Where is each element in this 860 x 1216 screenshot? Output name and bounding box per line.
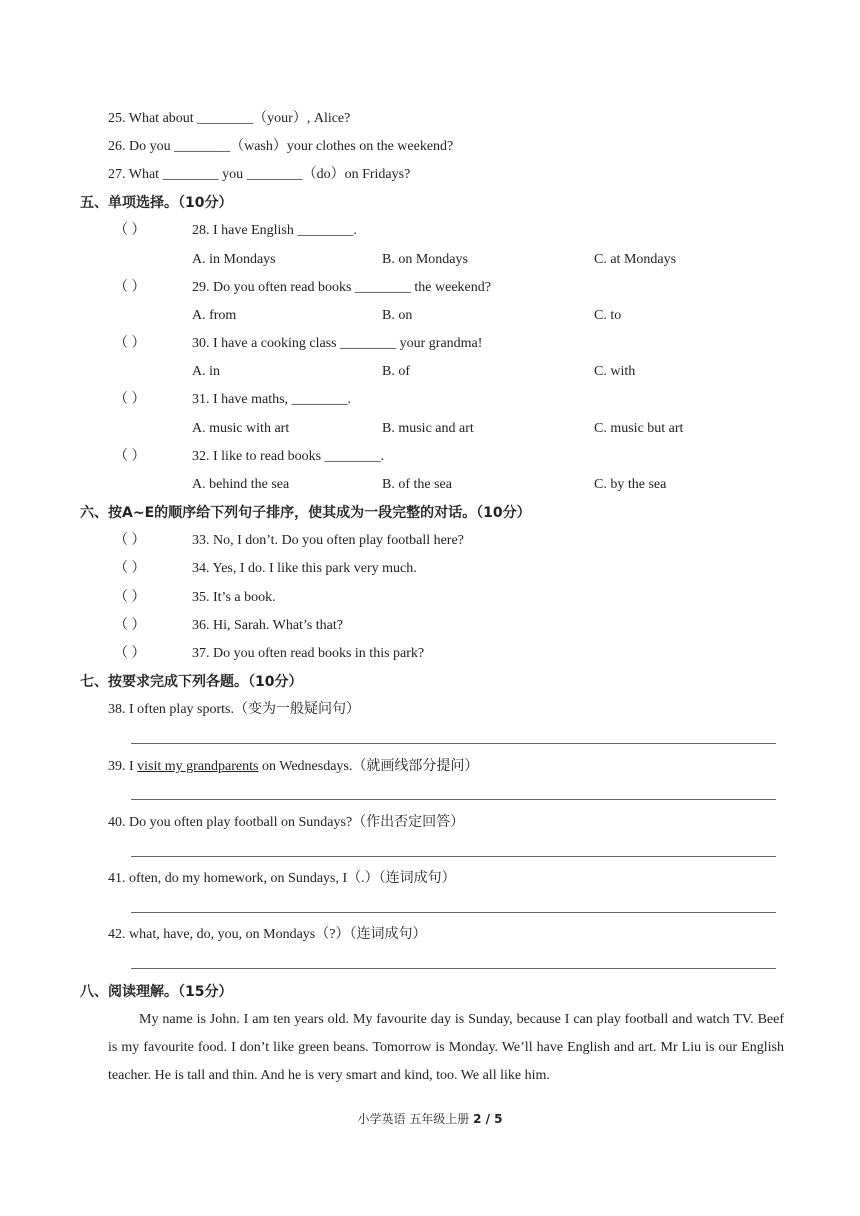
answer-paren: （ ） [114, 618, 146, 633]
answer-paren: （ ） [114, 392, 146, 407]
question-31: 31. I have maths, ________. [192, 392, 352, 407]
option-29-c: C. to [594, 308, 622, 323]
question-29: 29. Do you often read books ________ the weekend? [192, 280, 491, 295]
section-7-title: 七、按要求完成下列各题。（10分） [80, 674, 303, 690]
option-32-c: C. by the sea [594, 477, 667, 492]
question-39-suffix: on Wednesdays.（就画线部分提问） [258, 759, 479, 774]
dialogue-item-36: 36. Hi, Sarah. What’s that? [192, 618, 343, 633]
footer-course: 小学英语 五年级上册 [357, 1112, 474, 1126]
section-6-title: 六、按A~E的顺序给下列句子排序，使其成为一段完整的对话。（10分） [80, 505, 531, 521]
question-41: 41. often, do my homework, on Sundays, I（.）（连词成句） [108, 871, 456, 886]
option-29-a: A. from [192, 308, 237, 323]
option-28-a: A. in Mondays [192, 252, 276, 267]
question-28: 28. I have English ________. [192, 223, 357, 238]
reading-passage: My name is John. I am ten years old. My favourite day is Sunday, because I can play football and watch TV. Beef is my favourite food. I don’t like green beans. Tomorrow is Monday. We’ll have English and art. Mr Liu is our English teacher. He is tall and thin. And he is very smart and kind, too. We all like him. [108, 1012, 784, 1083]
answer-paren: （ ） [114, 561, 146, 576]
question-38: 38. I often play sports.（变为一般疑问句） [108, 702, 360, 717]
option-30-a: A. in [192, 364, 220, 379]
page-footer [0, 1111, 860, 1127]
answer-paren: （ ） [114, 646, 146, 661]
option-28-c: C. at Mondays [594, 252, 677, 267]
question-42: 42. what, have, do, you, on Mondays（?）（连词成句） [108, 927, 427, 942]
answer-line-42 [131, 968, 776, 969]
question-39-prefix: 39. I [108, 759, 138, 774]
answer-paren: （ ） [114, 223, 146, 238]
dialogue-item-37: 37. Do you often read books in this park? [192, 646, 425, 661]
option-32-a: A. behind the sea [192, 477, 290, 492]
answer-line-38 [131, 743, 776, 744]
option-31-a: A. music with art [192, 421, 290, 436]
answer-paren: （ ） [114, 336, 146, 351]
option-29-b: B. on [382, 308, 413, 323]
answer-paren: （ ） [114, 533, 146, 548]
answer-line-39 [131, 799, 776, 800]
answer-line-41 [131, 912, 776, 913]
answer-line-40 [131, 856, 776, 857]
question-40: 40. Do you often play football on Sundays?（作出否定回答） [108, 815, 465, 830]
section-8-title: 八、阅读理解。（15分） [80, 984, 233, 1000]
dialogue-item-35: 35. It’s a book. [192, 590, 276, 605]
option-31-c: C. music but art [594, 421, 684, 436]
question-39 [108, 758, 478, 776]
option-30-c: C. with [594, 364, 636, 379]
option-30-b: B. of [382, 364, 410, 379]
answer-paren: （ ） [114, 590, 146, 605]
question-25: 25. What about ________（your）, Alice? [108, 111, 351, 126]
option-32-b: B. of the sea [382, 477, 452, 492]
question-27: 27. What ________ you ________（do）on Fridays? [108, 167, 411, 182]
dialogue-item-33: 33. No, I don’t. Do you often play football here? [192, 533, 464, 548]
answer-paren: （ ） [114, 449, 146, 464]
section-5-title: 五、单项选择。（10分） [80, 195, 233, 211]
answer-paren: （ ） [114, 280, 146, 295]
option-28-b: B. on Mondays [382, 252, 468, 267]
dialogue-item-34: 34. Yes, I do. I like this park very much. [192, 561, 417, 576]
question-26: 26. Do you ________（wash）your clothes on the weekend? [108, 139, 454, 154]
question-30: 30. I have a cooking class ________ your grandma! [192, 336, 483, 351]
option-31-b: B. music and art [382, 421, 474, 436]
question-32: 32. I like to read books ________. [192, 449, 385, 464]
question-39-underlined: visit my grandparents [137, 759, 259, 774]
page-number: 2 / 5 [473, 1112, 503, 1126]
